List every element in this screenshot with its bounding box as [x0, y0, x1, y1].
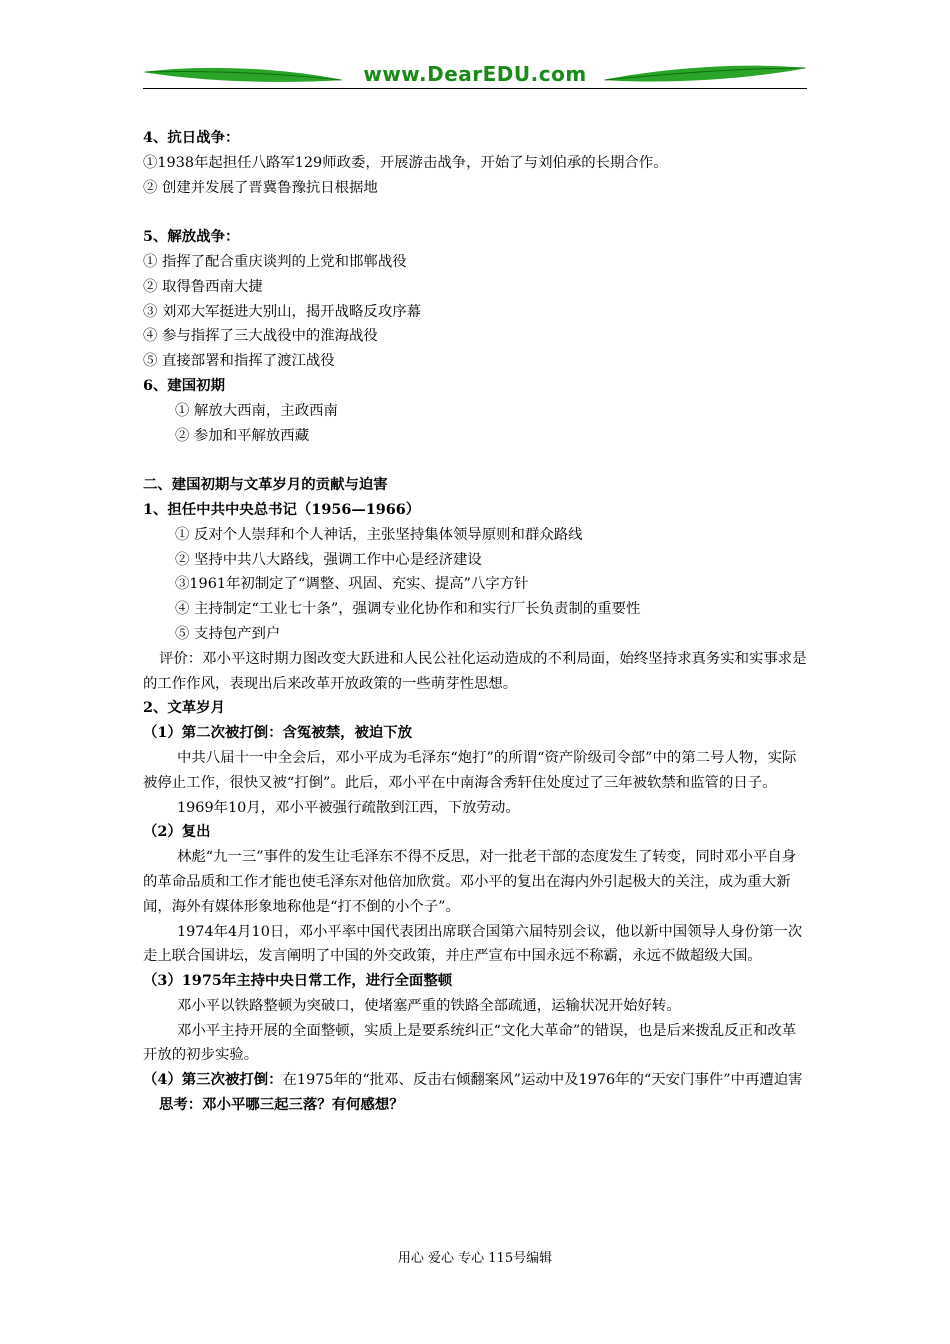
list-item: ⑤ 直接部署和指挥了渡江战役 — [143, 353, 335, 370]
page-footer: 用心 爱心 专心 115号编辑 — [397, 1251, 553, 1266]
subsection-heading: （1）第二次被打倒：含冤被禁，被迫下放 — [143, 724, 413, 742]
section-heading: 1、担任中共中央总书记（1956—1966） — [143, 500, 421, 518]
document-body — [143, 126, 807, 1118]
subsection-text: 在1975年的“批邓、反击右倾翻案风”运动中及1976年的“天安门事件”中再遭迫害 — [282, 1072, 803, 1089]
list-item: ② 坚持中共八大路线，强调工作中心是经济建设 — [175, 551, 482, 568]
subsection-heading: （4）第三次被打倒： — [143, 1071, 283, 1089]
subsection-heading: （3）1975年主持中央日常工作，进行全面整顿 — [143, 972, 453, 990]
paragraph: 邓小平主持开展的全面整顿，实质上是要系统纠正“文化大革命”的错误，也是后来拨乱反正和改革开放的初步实验。 — [143, 1022, 797, 1064]
section-heading: 4、抗日战争： — [143, 129, 240, 146]
list-item: ② 创建并发展了晋冀鲁豫抗日根据地 — [143, 179, 378, 196]
list-item: ④ 主持制定“工业七十条”，强调专业化协作和和实行厂长负责制的重要性 — [175, 601, 641, 618]
section-heading: 2、文革岁月 — [143, 699, 225, 717]
paragraph: 中共八届十一中全会后，邓小平成为毛泽东“炮打”的所谓“资产阶级司令部”中的第二号人物，实际被停止工作，很快又被“打倒”。此后，邓小平在中南海含秀轩住处度过了三年被软禁和监管的日子。 — [143, 749, 797, 791]
list-item: ⑤ 支持包产到户 — [175, 625, 281, 642]
page-header — [143, 58, 807, 92]
section-heading: 6、建国初期 — [143, 376, 225, 394]
list-item: ③ 刘邓大军挺进大别山，揭开战略反攻序幕 — [143, 303, 421, 320]
list-item: ① 反对个人崇拜和个人神话，主张坚持集体领导原则和群众路线 — [175, 526, 583, 543]
paragraph: 1969年10月，邓小平被强行疏散到江西，下放劳动。 — [177, 799, 520, 816]
site-logo-text: www.DearEDU.com — [363, 62, 587, 86]
list-item: ④ 参与指挥了三大战役中的淮海战役 — [143, 328, 378, 345]
evaluation-paragraph: 评价：邓小平这时期力图改变大跃进和人民公社化运动造成的不利局面，始终坚持求真务实和实事求是的工作作风，表现出后来改革开放政策的一些萌芽性思想。 — [143, 650, 807, 692]
list-item: ② 取得鲁西南大捷 — [143, 278, 263, 295]
think-question: 思考：邓小平哪三起三落？有何感想？ — [159, 1096, 404, 1114]
subsection-paragraph — [143, 1068, 807, 1093]
section-heading: 5、解放战争： — [143, 228, 240, 246]
list-item: ①1938年起担任八路军129师政委，开展游击战争，开始了与刘伯承的长期合作。 — [143, 154, 668, 171]
paragraph: 林彪“九一三”事件的发生让毛泽东不得不反思，对一批老干部的态度发生了转变，同时邓小平自身的革命品质和工作才能也使毛泽东对他倍加欣赏。邓小平的复出在海内外引起极大的关注，成为重大新闻，海外有媒体形象地称他是“打不倒的小个子”。 — [143, 849, 797, 915]
part-heading: 二、建国初期与文革岁月的贡献与迫害 — [143, 476, 388, 494]
subsection-heading: （2）复出 — [143, 823, 211, 841]
list-item: ① 解放大西南，主政西南 — [175, 402, 338, 419]
list-item: ③1961年初制定了“调整、巩固、充实、提高”八字方针 — [175, 576, 529, 593]
paragraph: 1974年4月10日，邓小平率中国代表团出席联合国第六届特别会议，他以新中国领导人身份第一次走上联合国讲坛，发言阐明了中国的外交政策，并庄严宣布中国永远不称霸，永远不做超级大国。 — [143, 923, 803, 965]
list-item: ② 参加和平解放西藏 — [175, 427, 310, 444]
header-rule — [143, 88, 807, 89]
list-item: ① 指挥了配合重庆谈判的上党和邯郸战役 — [143, 253, 407, 270]
paragraph: 邓小平以铁路整顿为突破口，使堵塞严重的铁路全部疏通，运输状况开始好转。 — [177, 997, 681, 1014]
